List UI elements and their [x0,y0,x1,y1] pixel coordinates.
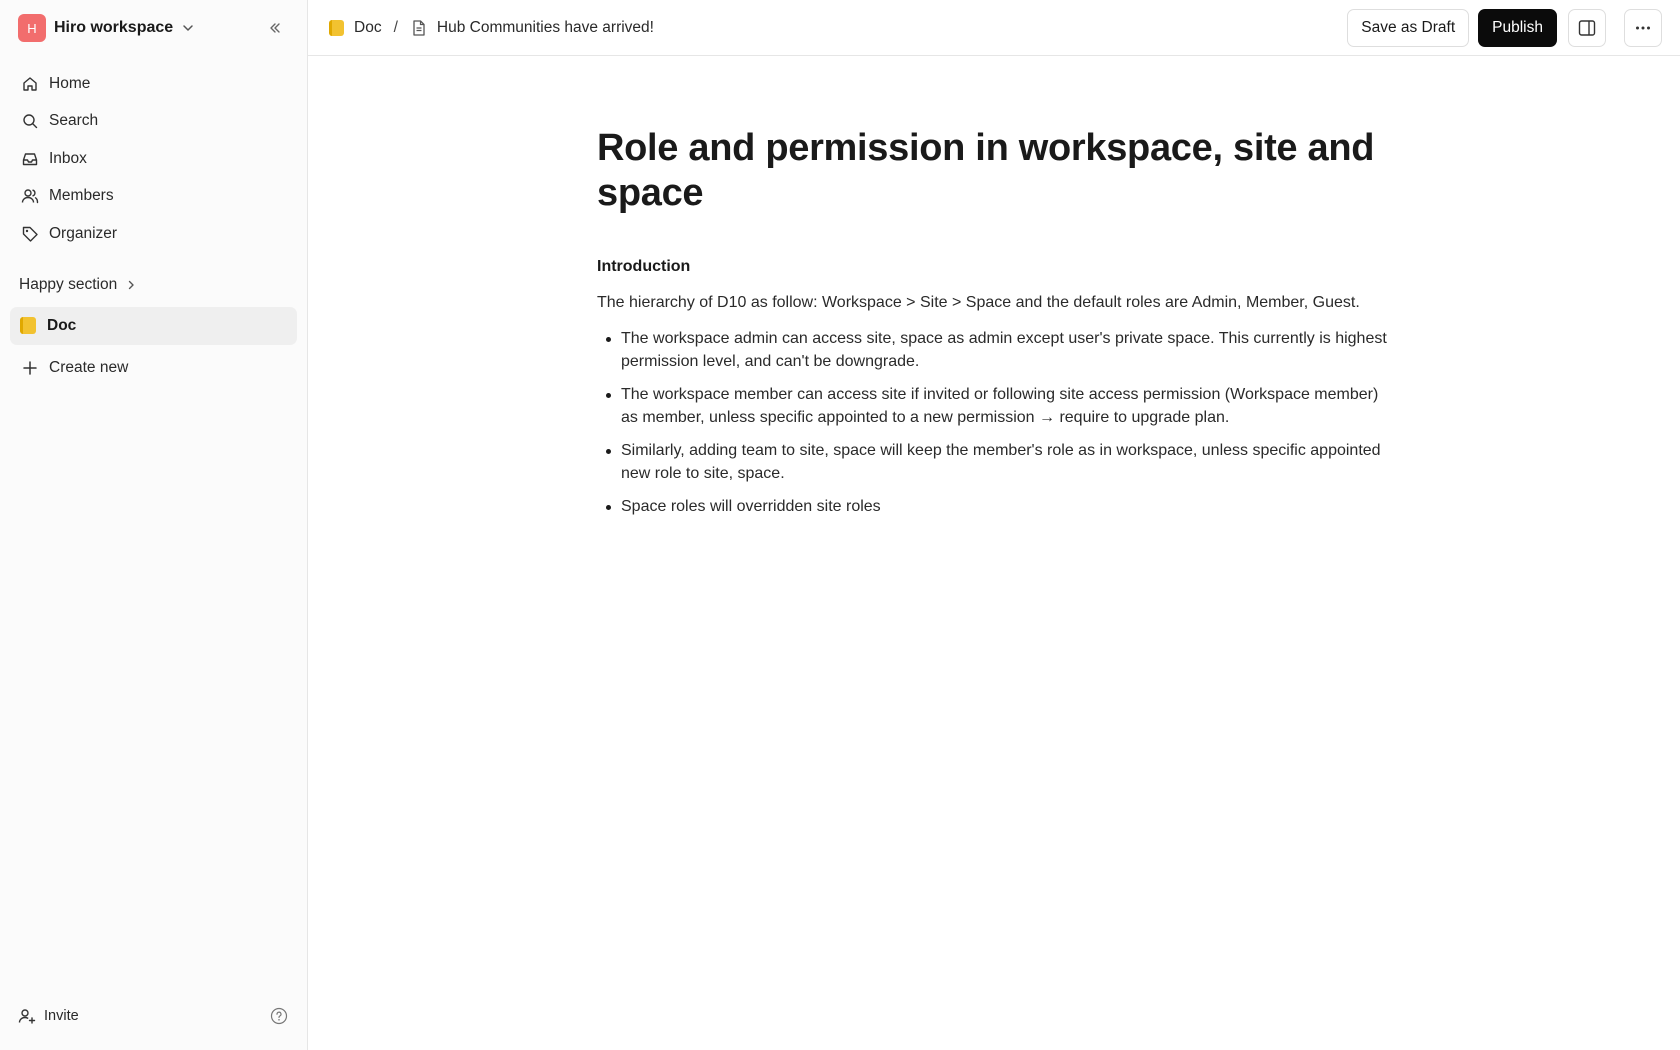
main-area [308,0,1680,1050]
breadcrumb-separator: / [393,18,398,36]
inbox-icon [20,149,40,169]
create-new-label: Create new [49,358,129,376]
workspace-name: Hiro workspace [54,19,174,36]
invite-label: Invite [44,1008,79,1024]
sidebar-nav [0,56,307,253]
page-title[interactable]: Role and permission in workspace, site and space [597,127,1375,214]
toolbar-actions [1347,9,1662,47]
document-content[interactable] [597,126,1397,527]
side-panel-icon [1577,18,1597,38]
sidebar-item-home[interactable] [10,65,297,103]
sidebar-item-label: Members [49,187,114,205]
publish-button[interactable]: Publish [1478,9,1557,47]
bullet-list [597,327,1397,519]
sidebar-item-doc[interactable] [10,307,297,345]
collapse-sidebar-icon[interactable] [265,18,285,38]
workspace-avatar: H [18,14,46,42]
list-item[interactable]: Space roles will overridden site roles [597,495,1397,519]
sidebar-item-search[interactable] [10,103,297,141]
home-icon [20,74,40,94]
sidebar-item-organizer[interactable] [10,215,297,253]
add-user-icon [18,1007,36,1025]
invite-button[interactable] [18,1007,79,1025]
save-draft-button[interactable]: Save as Draft [1347,9,1469,47]
toggle-panel-button[interactable] [1568,9,1606,47]
plus-icon [20,360,40,376]
page-icon [410,19,428,37]
top-bar [308,0,1680,56]
search-icon [20,111,40,131]
list-item[interactable]: The workspace member can access site if invited or following site access permission (Workspace member) as member, unless specific appointed to a new permission → require to upgrade plan. [597,383,1397,430]
sidebar-footer [0,1002,307,1030]
sidebar-item-label: Doc [47,316,77,334]
sidebar-item-label: Inbox [49,149,87,167]
more-options-button[interactable] [1624,9,1662,47]
section-label: Happy section [19,275,118,293]
workspace-switcher[interactable] [0,0,307,56]
breadcrumb [329,19,654,37]
folder-icon [20,317,36,334]
sidebar-section-happy[interactable] [0,266,307,304]
sidebar-item-inbox[interactable] [10,140,297,178]
tag-icon [20,224,40,244]
folder-icon [329,20,344,36]
list-item[interactable]: The workspace admin can access site, space as admin except user's private space. This currently is highest permission level, and can't be downgrade. [597,327,1397,374]
breadcrumb-folder-link[interactable]: Doc [354,18,382,36]
more-horizontal-icon [1633,18,1653,38]
list-item[interactable]: Similarly, adding team to site, space will keep the member's role as in workspace, unless specific appointed new role to site, space. [597,439,1397,486]
sidebar-item-label: Home [49,74,91,92]
chevron-right-icon [125,279,137,291]
sidebar-item-members[interactable] [10,178,297,216]
chevron-down-icon [181,21,195,35]
breadcrumb-page-link[interactable]: Hub Communities have arrived! [436,18,654,36]
section-heading[interactable]: Introduction [597,258,691,275]
sidebar [0,0,308,1050]
help-icon[interactable] [269,1006,289,1026]
sidebar-item-label: Search [49,112,99,130]
sidebar-item-label: Organizer [49,224,118,242]
intro-paragraph[interactable]: The hierarchy of D10 as follow: Workspace > Site > Space and the default roles are Admin, Member, Guest. [597,294,1360,311]
members-icon [20,186,40,206]
create-new-button[interactable] [10,349,297,387]
